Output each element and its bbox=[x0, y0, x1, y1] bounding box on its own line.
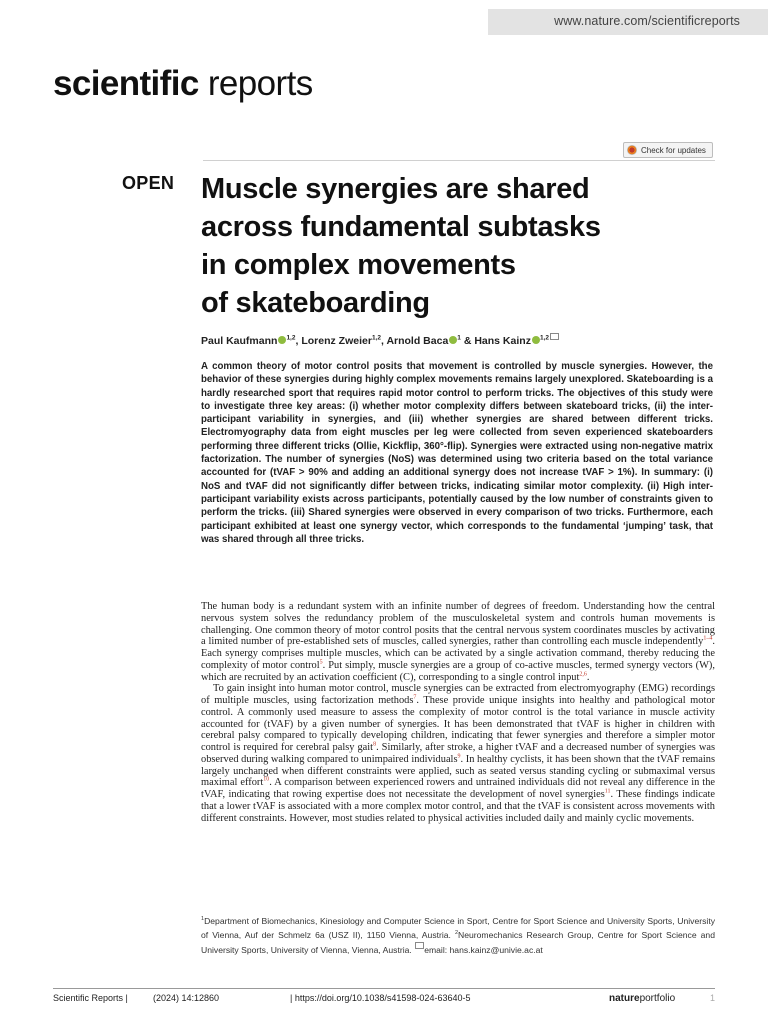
reference-link[interactable]: 10 bbox=[263, 776, 270, 783]
check-updates-button[interactable] bbox=[623, 142, 713, 158]
journal-url[interactable]: www.nature.com/scientificreports bbox=[554, 14, 740, 28]
footer-doi[interactable]: | https://doi.org/10.1038/s41598-024-63640-5 bbox=[290, 993, 471, 1003]
brand-bold: nature bbox=[609, 993, 640, 1004]
email-prefix: email: bbox=[424, 944, 450, 955]
author-affil: 1,2 bbox=[286, 334, 296, 342]
author-name[interactable]: Arnold Baca bbox=[386, 335, 449, 347]
affil-number: 2 bbox=[454, 930, 459, 937]
reference-link[interactable]: 7 bbox=[413, 694, 417, 701]
article-title bbox=[201, 170, 721, 322]
author-name[interactable]: Paul Kaufmann bbox=[201, 335, 278, 347]
brand-light: portfolio bbox=[639, 993, 676, 1004]
affil-text: Department of Biomechanics, Kinesiology and Computer Science in Sport, Centre for Sport Science and University Sports, University of Vienna, Auf der Schmelz 6a (USZ II), 1150 Vienna, Austria. bbox=[201, 915, 715, 941]
masthead-light: reports bbox=[198, 64, 313, 103]
email-icon bbox=[415, 942, 424, 949]
header-divider bbox=[203, 160, 715, 161]
reference-link[interactable]: 2,6 bbox=[579, 671, 587, 678]
author-affil: 1,2 bbox=[371, 334, 381, 342]
crossmark-icon bbox=[627, 145, 637, 155]
reference-link[interactable]: 8 bbox=[373, 741, 377, 748]
body-text: The human body is a redundant system with an infinite number of degrees of freedom. Understanding how the central nervous system solves the redundancy problem of the musculoskeletal system and controls human movements is challenging. One common theory of motor control posits that the central nervous system coordinates muscles by activating a limited number of pre-established sets of muscles, called synergies, rather than controlling each muscle independently bbox=[201, 601, 715, 648]
footer-journal: Scientific Reports | bbox=[53, 993, 128, 1003]
body-paragraph bbox=[201, 683, 715, 824]
author-sep: , bbox=[380, 335, 387, 347]
body-text: To gain insight into human motor control, muscle synergies can be extracted from electromyography (EMG) recordings of multiple muscles, using factorization methods bbox=[201, 683, 715, 706]
author-list bbox=[201, 333, 559, 347]
article-body bbox=[201, 601, 715, 824]
body-text: . These findings indicate that a lower tVAF is associated with a more complex motor control, and that the tVAF is consistent across movements with different constraints. However, most studies related to physical activities included daily and mainly cyclic movements. bbox=[201, 789, 715, 824]
email-link[interactable]: hans.kainz@univie.ac.at bbox=[449, 944, 543, 955]
reference-link[interactable]: 5 bbox=[319, 659, 323, 666]
body-text: . In healthy cyclists, it has been shown that the tVAF remains largely unchanged when different constraints were applied, such as seated versus standing cycling or submaximal versus maximal effort bbox=[201, 753, 716, 789]
body-text: . Put simply, muscle synergies are a group of co-active muscles, termed synergy vectors (W), which are recruited by an activation coefficient (C), corresponding to a single control input bbox=[201, 659, 715, 683]
body-text: . These provide unique insights into healthy and pathological motor control. A commonly used measure to assess the complexity of motor control is the total variance in muscle activity accounted for (tVAF) by a given number of synergies. It has been demonstrated that tVAF is higher in children with cerebral palsy compared to typically developing children, indicating that fewer synergies and therefore a simpler motor control is required for cerebral palsy gait bbox=[201, 695, 716, 753]
title-line: in complex movements bbox=[201, 249, 516, 281]
check-updates-label: Check for updates bbox=[641, 145, 706, 155]
author-sep: , bbox=[295, 335, 302, 347]
author-name[interactable]: Lorenz Zweier bbox=[301, 335, 372, 347]
title-line: across fundamental subtasks bbox=[201, 211, 601, 243]
body-text: . Similarly, after stroke, a higher tVAF and a decreased number of synergies was observed during walking compared to unimpaired individuals bbox=[201, 742, 715, 765]
footer-volume: (2024) 14:12860 bbox=[153, 993, 220, 1003]
author-affil: 1 bbox=[457, 334, 461, 342]
reference-link[interactable]: 9 bbox=[457, 753, 461, 760]
title-line: of skateboarding bbox=[201, 287, 430, 319]
body-text: . bbox=[586, 671, 590, 683]
body-paragraph bbox=[201, 601, 715, 683]
reference-link[interactable]: 1–4 bbox=[703, 635, 713, 642]
nature-portfolio-logo bbox=[609, 993, 675, 1004]
abstract: A common theory of motor control posits that movement is controlled by muscle synergies. However, the behavior of these synergies during highly complex movements remains largely unexplored. Skateboarding is a hardly researched sport that requires rapid motor control to perform tricks. The objectives of this study were to investigate three key areas: (i) whether motor complexity differs between skateboard tricks, (ii) the inter-participant variability in synergies, and (iii) whether synergies are shared between different tricks. Electromyography data from eight muscles per leg were collected from seven experienced skateboarders performing three different tricks (Ollie, Kickflip, 360°-flip). Synergies were extracted using non-negative matrix factorization. The number of synergies (NoS) was determined using two criteria based on the total variance accounted for (tVAF > 90% and adding an additional synergy does not increase tVAF > 1%). In summary: (i) NoS and tVAF did not significantly differ between tricks, indicating similar motor complexity. (ii) High inter-participant variability exists across participants, potentially caused by the low number of constraints given to perform the tricks. (iii) Shared synergies were observed in every comparison of two tricks. Furthermore, each participant exhibited at least one synergy vector, which corresponds to the fundamental ‘jumping’ task, that was shared through all three tricks. bbox=[201, 361, 713, 545]
url-bar bbox=[488, 9, 768, 35]
title-line: Muscle synergies are shared bbox=[201, 173, 590, 205]
journal-masthead bbox=[53, 64, 313, 104]
author-affil: 1,2 bbox=[539, 334, 549, 342]
body-text: . Each synergy comprises multiple muscles, which can be activated by a single activation command, thereby reducing the complexity of motor control bbox=[201, 636, 715, 671]
open-access-label: OPEN bbox=[122, 173, 175, 193]
email-icon[interactable] bbox=[550, 333, 559, 340]
page-number: 1 bbox=[710, 993, 716, 1003]
affil-text: Neuromechanics Research Group, Centre for Sport Science and University Sports, University of Vienna, Vienna, Austria. bbox=[201, 930, 715, 955]
orcid-icon[interactable] bbox=[532, 336, 540, 344]
page-footer bbox=[53, 988, 715, 1009]
masthead-bold: scientific bbox=[53, 64, 199, 103]
reference-link[interactable]: 11 bbox=[604, 788, 611, 795]
author-name[interactable]: Hans Kainz bbox=[474, 335, 531, 347]
affiliations bbox=[201, 913, 715, 956]
body-text: . A comparison between experienced rowers and untrained individuals did not reveal any difference in the tVAF, indicating that rowing expertise does not necessitate the development of novel synergies bbox=[201, 777, 716, 800]
author-sep: & bbox=[460, 335, 475, 347]
affil-number: 1 bbox=[201, 916, 205, 922]
